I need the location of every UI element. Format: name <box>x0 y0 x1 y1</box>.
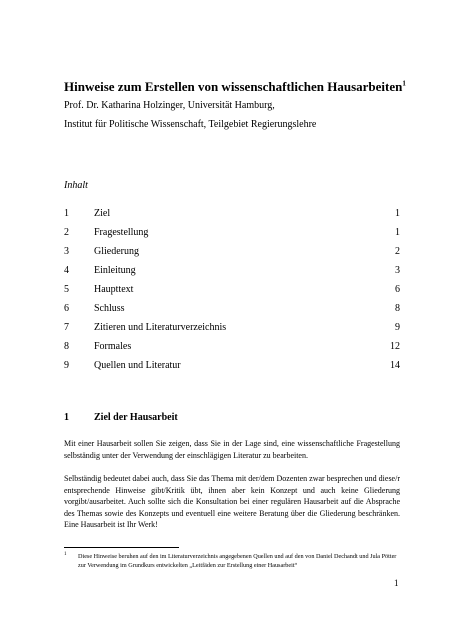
toc-row <box>64 341 400 356</box>
toc-row <box>64 265 400 280</box>
toc-number: 2 <box>64 227 69 238</box>
toc-number: 3 <box>64 246 69 257</box>
title-footnote-mark: 1 <box>402 79 406 88</box>
document-title <box>64 79 406 95</box>
toc-page: 1 <box>395 227 400 238</box>
toc-page: 12 <box>390 341 400 352</box>
footnote-separator <box>64 547 179 548</box>
toc-page: 6 <box>395 284 400 295</box>
body-paragraph: Mit einer Hausarbeit sollen Sie zeigen, dass Sie in der Lage sind, eine wissenschaftliche Fragestellung selbständig unter der Verwendung der einschlägigen Literatur zu bearbeiten. <box>64 439 400 460</box>
toc-row <box>64 208 400 223</box>
toc-row <box>64 303 400 318</box>
toc-row <box>64 246 400 261</box>
toc-label: Formales <box>94 341 132 352</box>
toc-page: 14 <box>390 360 400 371</box>
toc-number: 7 <box>64 322 69 333</box>
toc-label: Gliederung <box>94 246 139 257</box>
toc-label: Ziel <box>94 208 111 219</box>
toc-number: 9 <box>64 360 69 371</box>
toc-label: Quellen und Literatur <box>94 360 181 371</box>
toc-number: 6 <box>64 303 69 314</box>
document-title-text: Hinweise zum Erstellen von wissenschaftlichen Hausarbeiten <box>64 79 403 94</box>
toc-number: 8 <box>64 341 69 352</box>
toc-label: Fragestellung <box>94 227 149 238</box>
toc-page: 9 <box>395 322 400 333</box>
toc-number: 5 <box>64 284 69 295</box>
toc-label: Zitieren und Literaturverzeichnis <box>94 322 227 333</box>
toc-heading: Inhalt <box>64 180 88 191</box>
body-paragraph: Selbständig bedeutet dabei auch, dass Sie das Thema mit der/dem Dozenten zwar besprechen und diese/r entsprechende Hinweise gibt/Kritik übt, ihnen aber kein Konzept und auch keine Gliederung vorgibt/ausarbeitet. Auch sollte sich die Konsultation bei einer regulären Hausarbeit auf die Absprache des Themas sowie des Konzepts und eventuell eine weitere Beratung über die Gliederung beschränken. Eine Hausarbeit ist Ihr Werk! <box>64 474 400 529</box>
toc-label: Schluss <box>94 303 125 314</box>
toc-row <box>64 227 400 242</box>
page-number: 1 <box>394 578 399 588</box>
toc-row <box>64 360 400 375</box>
institute-line: Institut für Politische Wissenschaft, Teilgebiet Regierungslehre <box>64 119 317 130</box>
toc-label: Haupttext <box>94 284 134 295</box>
toc-row <box>64 284 400 299</box>
toc-number: 1 <box>64 208 69 219</box>
toc-page: 2 <box>395 246 400 257</box>
section-heading <box>64 412 178 423</box>
toc-page: 8 <box>395 303 400 314</box>
author-line: Prof. Dr. Katharina Holzinger, Universität Hamburg, <box>64 100 275 111</box>
toc-row <box>64 322 400 337</box>
toc-page: 1 <box>395 208 400 219</box>
footnote-text: Diese Hinweise beruhen auf den im Literaturverzeichnis angegebenen Quellen und auf den von Daniel Dechandt und Jula Pötter zur Verwendung im Grundkurs entwickelten „Leitfäden zur Erstellung einer Hausarbeit“ <box>78 553 397 569</box>
section-number: 1 <box>64 412 69 423</box>
toc-number: 4 <box>64 265 69 276</box>
toc-label: Einleitung <box>94 265 136 276</box>
footnote-mark: 1 <box>64 552 67 557</box>
section-title: Ziel der Hausarbeit <box>94 412 178 423</box>
toc-page: 3 <box>395 265 400 276</box>
